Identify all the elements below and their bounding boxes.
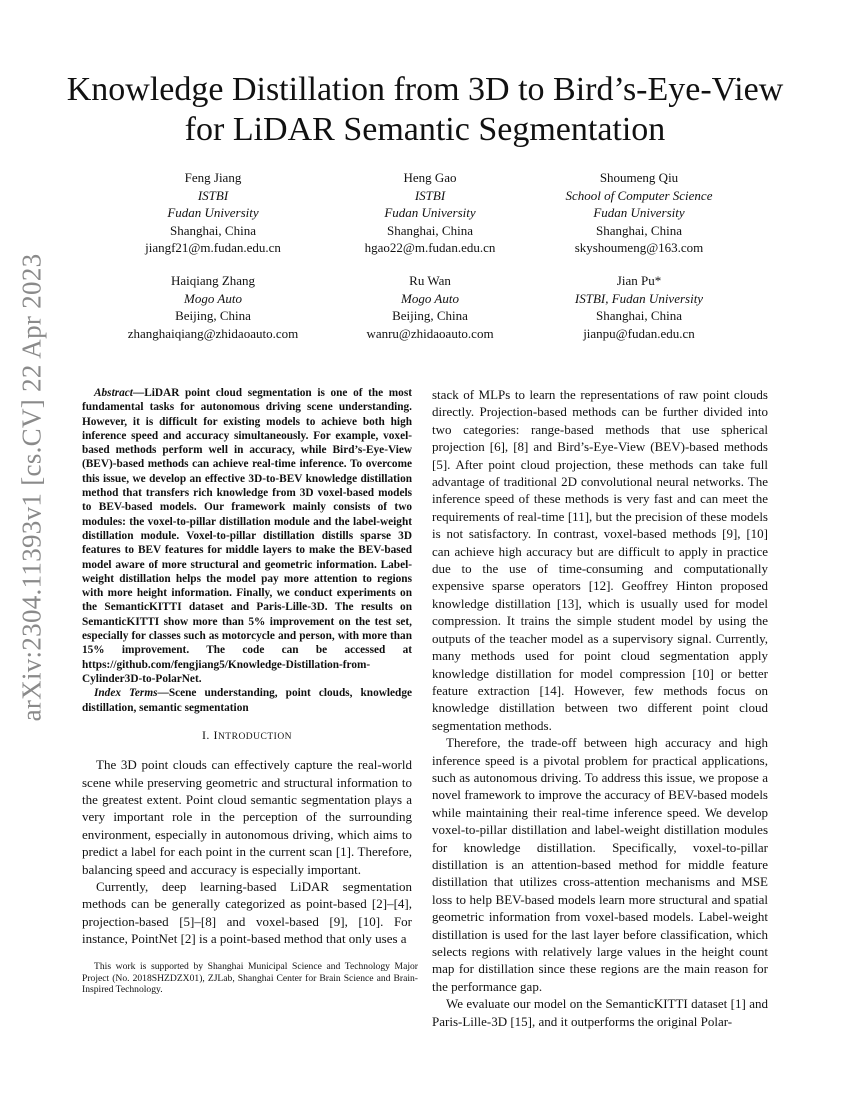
author-affiliation: Fudan University [384, 205, 476, 220]
author-affiliation: Fudan University [593, 205, 685, 220]
author-affiliation: Fudan University [167, 205, 259, 220]
abstract-text: —LiDAR point cloud segmentation is one of the most fundamental tasks for autonomous driving scene understanding. However, it is difficult for existing models to achieve both high inference speed and accuracy simultaneously. For example, voxel-based methods perform well in accuracy, while Bird’s-Eye-View (BEV)-based methods can achieve real-time inference. To overcome this issue, we develop an effective 3D-to-BEV knowledge distillation method that transfers rich knowledge from 3D voxel-based models to BEV-based models. Our framework mainly consists of two modules: the voxel-to-pillar distillation module and the label-weight distillation module. Voxel-to-pillar distillation distills sparse 3D features to BEV features for middle layers to make the BEV-based model aware of more structural and geometric information. Label-weight distillation helps the model pay more attention to regions with more height information. Finally, we conduct experiments on the SemanticKITTI dataset and Paris-Lille-3D. The results on SemanticKITTI show more than 5% improvement on the test set, especially for classes such as motorcycle and person, with more than 15% improvement. The code can be accessed at https://github.com/fengjiang5/Knowledge-Distillation-from-Cylinder3D-to-PolarNet. [82, 387, 412, 685]
author-name: Heng Gao [403, 170, 457, 185]
abstract-label: Abstract [94, 387, 133, 399]
paper-title [0, 70, 850, 150]
body-paragraph: Therefore, the trade-off between high accuracy and high inference speed is a pivotal problem for practical applications, such as autonomous driving. To address this issue, we propose a novel framework to improve the accuracy of BEV-based models while maintaining their real-time inference speed. We develop voxel-to-pillar distillation and label-weight distillation modules for knowledge distillation. Specifically, voxel-to-pillar distillation is an attention-based method for middle feature distillation that utilizes cross-attention mechanisms and MSE loss to help BEV-based models learn more structural and spatial geometric information from voxel-based models. Label-weight distillation is used for the last layer before classification, which selects regions with relatively large values in the height count map for distillation since these regions are the main reason for the performance gap. [432, 735, 768, 994]
author-location: Beijing, China [175, 308, 251, 323]
author-location: Shanghai, China [596, 222, 682, 238]
section-title-initial: I [213, 727, 218, 742]
author-block-3 [519, 169, 759, 257]
author-name: Jian Pu* [616, 273, 662, 288]
author-email: skyshoumeng@163.com [574, 240, 704, 255]
body-paragraph: The 3D point clouds can effectively capture the real-world scene while preserving geometric and structural information to the greatest extent. Point cloud semantic segmentation plays a very important role in the perception of the surrounding environment, especially in autonomous driving, which aims to predict a label for each point in the current scan [1]. Therefore, balancing speed and accuracy is especially important. [82, 757, 412, 877]
author-name: Haiqiang Zhang [170, 273, 256, 288]
author-affiliation: Mogo Auto [184, 290, 242, 306]
author-name: Ru Wan [409, 273, 451, 288]
author-affiliation: ISTBI [197, 187, 229, 203]
section-title-rest: NTRODUCTION [217, 731, 293, 742]
body-paragraph: We evaluate our model on the SemanticKITTI dataset [1] and Paris-Lille-3D [15], and it outperforms the original Polar- [432, 996, 768, 1029]
abstract [82, 386, 412, 686]
author-email: zhanghaiqiang@zhidaoauto.com [127, 325, 299, 341]
author-location: Shanghai, China [387, 222, 473, 238]
index-terms [82, 686, 412, 715]
author-email: wanru@zhidaoauto.com [366, 325, 494, 341]
paper-title-line-1: Knowledge Distillation from 3D to Bird’s-Eye-View [66, 71, 784, 108]
footnote-text: This work is supported by Shanghai Municipal Science and Technology Major Project (No. 2018SHZDZX01), ZJLab, Shanghai Center for Brain Science and Brain-Inspired Technology. [82, 961, 418, 996]
author-affiliation: ISTBI [414, 187, 446, 203]
author-location: Shanghai, China [596, 308, 682, 323]
author-affiliation: Mogo Auto [401, 290, 459, 306]
author-affiliation: School of Computer Science [565, 187, 713, 203]
section-number: I. [201, 727, 214, 742]
body-paragraph: Currently, deep learning-based LiDAR segmentation methods can be generally categorized as point-based [2]–[4], projection-based [5]–[8] and voxel-based [9], [10]. For instance, PointNet [2] is a point-based method that only uses a [82, 879, 412, 947]
paper-title-line-2: for LiDAR Semantic Segmentation [184, 111, 666, 148]
body-paragraph: stack of MLPs to learn the representations of raw point clouds directly. Projection-based methods can be further divided into two categories: range-based methods that use spherical projection [6], [8] and Bird’s-Eye-View (BEV)-based methods [5]. After point cloud projection, these methods can take full advantage of traditional 2D convolutional neural networks. The inference speed of these methods is very fast and can meet the requirements of real-time [11], but the precision of these models is not satisfactory. In contrast, voxel-based methods [9], [10] can achieve high accuracy but are difficult to apply in practice due to the use of time-consuming and computationally expensive sparse operators [12]. Geoffrey Hinton proposed knowledge distillation [13], which is usually used for model compression. It trains the simple student model by using the outputs of the teacher model as a supervisory signal. Currently, many methods used for point cloud segmentation apply knowledge distillation for model compression [10] or better feature extraction [14]. However, few methods focus on knowledge distillation between two different point cloud segmentation methods. [432, 387, 768, 733]
author-block-5 [310, 272, 550, 342]
author-block-6 [519, 272, 759, 342]
author-location: Shanghai, China [170, 222, 256, 238]
index-terms-label: Index Terms [94, 687, 158, 700]
author-block-2 [310, 169, 550, 257]
author-email: jiangf21@m.fudan.edu.cn [145, 240, 281, 255]
index-terms-text: —Scene understanding, point clouds, knowledge distillation, semantic segmentation [82, 687, 412, 714]
author-block-4 [93, 272, 333, 342]
arxiv-identifier-text: arXiv:2304.11393v1 [cs.CV] 22 Apr 2023 [16, 253, 47, 722]
author-email: jianpu@fudan.edu.cn [583, 325, 695, 341]
author-block-1 [93, 169, 333, 257]
author-affiliation: ISTBI, Fudan University [574, 290, 704, 306]
author-name: Feng Jiang [184, 170, 242, 185]
footnote [82, 961, 418, 996]
section-heading-introduction [82, 727, 412, 746]
author-email: hgao22@m.fudan.edu.cn [364, 240, 496, 255]
left-column [82, 386, 412, 948]
right-column [432, 386, 768, 1030]
arxiv-identifier [4, 253, 60, 722]
author-name: Shoumeng Qiu [599, 170, 679, 185]
author-location: Beijing, China [392, 308, 468, 323]
